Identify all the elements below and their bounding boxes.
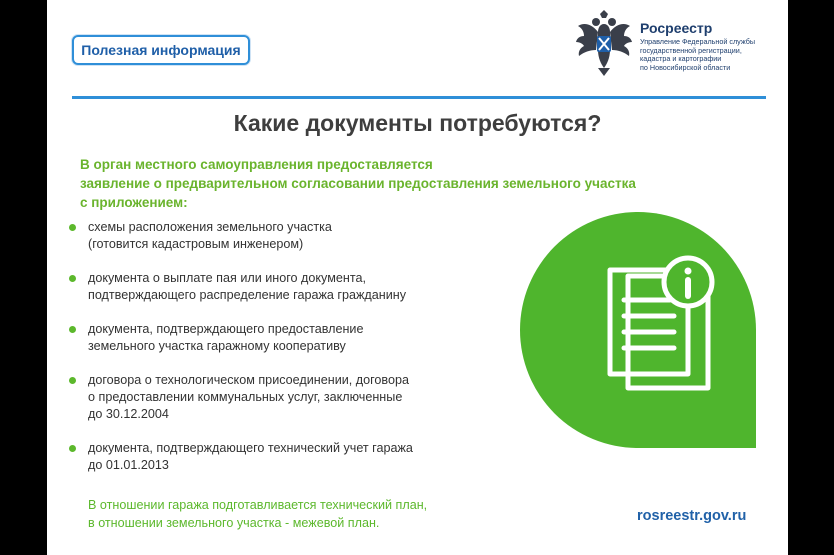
list-item-line: (готовится кадастровым инженером) bbox=[88, 237, 304, 251]
list-item-line: документа, подтверждающего технический учет гаража bbox=[88, 441, 413, 455]
list-item-line: документа о выплате пая или иного документа, bbox=[88, 271, 366, 285]
intro-line: В орган местного самоуправления предоставляется bbox=[80, 157, 433, 172]
intro-text bbox=[80, 155, 680, 212]
list-item bbox=[69, 440, 449, 474]
document-info-icon bbox=[520, 212, 756, 448]
rosreestr-logo bbox=[574, 10, 774, 80]
brand-subtitle-line: по Новосибирской области bbox=[640, 62, 731, 72]
website-link[interactable]: rosreestr.gov.ru bbox=[637, 508, 747, 524]
list-item-line: до 01.01.2013 bbox=[88, 458, 169, 472]
brand-subtitle bbox=[640, 38, 780, 72]
brand-subtitle-line: государственной регистрации, bbox=[640, 45, 742, 55]
brand-subtitle-line: Управление Федеральной службы bbox=[640, 37, 755, 46]
list-item bbox=[69, 219, 449, 253]
bullet-icon bbox=[69, 275, 76, 282]
list-item-line: о предоставлении коммунальных услуг, заключенные bbox=[88, 390, 403, 404]
list-item bbox=[69, 321, 449, 355]
brand-name: Росреестр bbox=[640, 20, 713, 36]
list-item bbox=[69, 372, 449, 423]
documents-list bbox=[69, 219, 449, 474]
header-divider bbox=[72, 96, 766, 99]
bullet-icon bbox=[69, 224, 76, 231]
bullet-icon bbox=[69, 445, 76, 452]
useful-info-badge: Полезная информация bbox=[72, 35, 250, 65]
footnote-line: в отношении земельного участка - межевой план. bbox=[88, 515, 380, 530]
bullet-icon bbox=[69, 326, 76, 333]
list-item-line: документа, подтверждающего предоставление bbox=[88, 322, 364, 336]
footnote bbox=[88, 497, 468, 532]
list-item bbox=[69, 270, 449, 304]
list-item-line: земельного участка гаражному кооперативу bbox=[88, 339, 346, 353]
intro-line: с приложением: bbox=[80, 195, 188, 210]
list-item-line: подтверждающего распределение гаража гражданину bbox=[88, 288, 406, 302]
page-title: Какие документы потребуются? bbox=[233, 110, 602, 136]
double-headed-eagle-emblem-icon bbox=[574, 10, 634, 78]
slide bbox=[47, 0, 788, 555]
intro-line: заявление о предварительном согласовании предоставления земельного участка bbox=[80, 176, 636, 191]
footnote-line: В отношении гаража подготавливается технический план, bbox=[88, 498, 428, 512]
list-item-line: схемы расположения земельного участка bbox=[88, 220, 332, 234]
list-item-line: договора о технологическом присоединении, договора bbox=[88, 373, 409, 387]
list-item-line: до 30.12.2004 bbox=[88, 407, 169, 421]
brand-subtitle-line: кадастра и картографии bbox=[640, 54, 722, 64]
bullet-icon bbox=[69, 377, 76, 384]
